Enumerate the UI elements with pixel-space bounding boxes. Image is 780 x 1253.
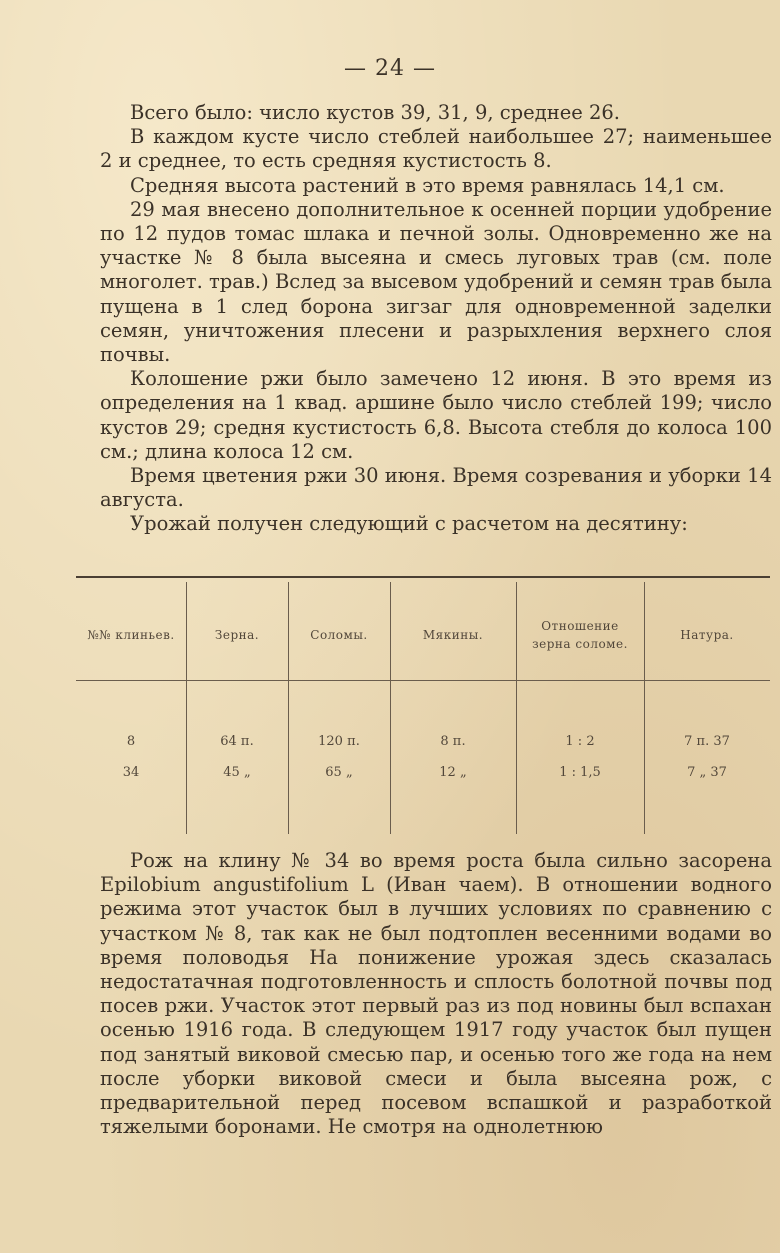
header-cell-wedges: №№ клиньев. (87, 628, 175, 642)
header-cell-nature: Натура. (680, 628, 734, 642)
table-cell: 7 п. 37 (684, 734, 730, 749)
table-cell: 65 „ (325, 765, 353, 780)
paragraph: Всего было: число кустов 39, 31, 9, среднее 26. (130, 101, 620, 124)
paragraph: Урожай получен следующий с расчетом на десятину: (130, 512, 688, 536)
table-cell: 34 (122, 765, 140, 780)
column-divider (516, 582, 517, 834)
paragraph: Колошение ржи было замечено 12 июня. В это время из определения на 1 квад. аршине было число стеблей 199; число кустов 29; средня кустистость 6,8. Высота стебля до колоса 100 см.; длина колоса 12 см. (100, 367, 772, 463)
header-cell-chaff: Мякины. (422, 628, 484, 642)
table-cell: 12 „ (439, 765, 467, 780)
text-block-before-table (100, 101, 772, 537)
harvest-table (76, 576, 770, 834)
table-cell: 120 п. (318, 734, 360, 749)
table-cell: 45 „ (223, 765, 251, 780)
header-cell-ratio: Отношение зерна соломе. (532, 619, 628, 651)
table-cell: 7 „ 37 (687, 765, 727, 780)
paragraph: Средняя высота растений в это время равнялась 14,1 см. (130, 173, 725, 197)
paragraph: Время цветения ржи 30 июня. Время созревания и уборки 14 августа. (100, 464, 772, 512)
table-cell: 8 п. (440, 734, 466, 749)
header-cell-straw: Соломы. (310, 628, 368, 642)
page-number: — 24 — (344, 56, 436, 81)
header-cell-grain: Зерна. (214, 628, 260, 642)
paragraph: 29 мая внесено дополнительное к осенней порции удобрение по 12 пудов томас шлака и печной золы. Одновременно же на участке № 8 была высеяна и смесь луговых трав (см. поле многолет. трав.) Вслед за высевом удобрений и семян трав была пущена в 1 след борона зигзаг для одновременной заделки семян, уничтожения плесени и разрыхления верхнего слоя почвы. (100, 197, 772, 367)
table-cell: 1 : 2 (565, 734, 595, 749)
paragraph: В каждом кусте число стеблей наибольшее 27; наименьшее 2 и среднее, то есть средняя кустистость 8. (100, 125, 772, 173)
table-top-rule (76, 576, 770, 578)
paragraph: Рож на клину № 34 во время роста была сильно засорена Epilobium angustifolium L (Иван чаем). В отношении водного режима этот участок был в лучших условиях по сравнению с участком № 8, так как не был подтоплен весенними водами во время половодья На понижение урожая здесь сказалась недостатачная подготовленность и сплость болотной почвы под посев ржи. Участок этот первый раз из под новины был вспахан осенью 1916 года. В следующем 1917 году участок был пущен под занятый виковой смесью пар, и осенью того же года на нем после уборки виковой смеси и была высеяна рож, с предварительной перед посевом вспашкой и разработкой тяжелыми боронами. Не смотря на однолетнюю (100, 849, 772, 1139)
table-cell: 1 : 1,5 (559, 765, 601, 780)
table-cell: 64 п. (220, 734, 254, 749)
table-cell: 8 (126, 734, 136, 749)
text-block-after-table (100, 849, 772, 1139)
table-header-rule (76, 680, 770, 681)
